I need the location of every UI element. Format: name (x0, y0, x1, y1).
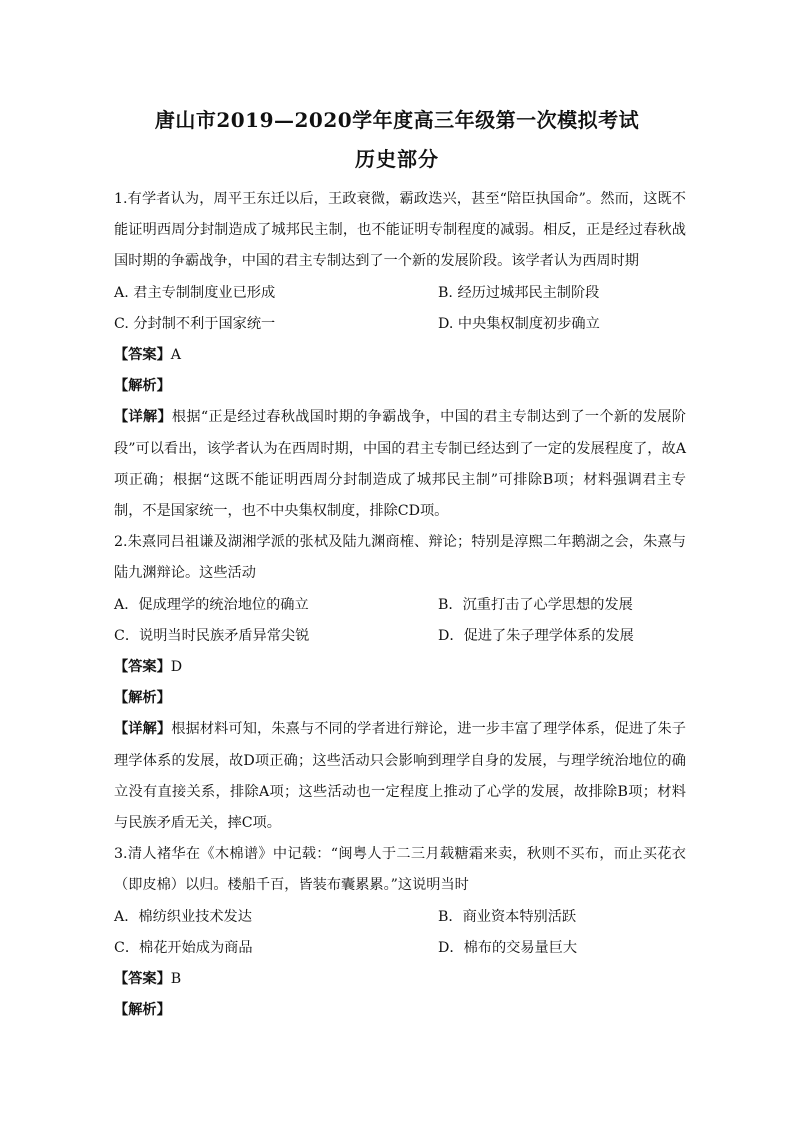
analysis-line (114, 683, 686, 714)
option-d: D. 中央集权制度初步确立 (438, 315, 600, 332)
answer-label: 【答案】 (114, 971, 171, 988)
option-c: C. 分封制不利于国家统一 (114, 315, 276, 332)
option-b: B．商业资本特别活跃 (438, 908, 577, 925)
answer-value: B (170, 971, 182, 988)
detail-paragraph (114, 714, 686, 839)
option-row (114, 278, 686, 309)
option-row (114, 590, 686, 621)
option-b: B. 经历过城邦民主制阶段 (438, 284, 600, 301)
answer-label: 【答案】 (114, 347, 171, 364)
option-a: A．棉纺织业技术发达 (114, 908, 252, 925)
analysis-label: 【解析】 (114, 1002, 171, 1019)
question-stem: 2.朱熹同吕祖谦及湖湘学派的张栻及陆九渊商榷、辩论；特别是淳熙二年鹅湖之会，朱熹与陆九渊辩论。这些活动 (114, 534, 686, 582)
answer-value: A (170, 347, 182, 364)
page-subtitle: 历史部分 (355, 147, 439, 171)
option-d: D．棉布的交易量巨大 (438, 939, 578, 956)
option-row (114, 621, 686, 652)
analysis-line (114, 995, 686, 1026)
option-b: B．沉重打击了心学思想的发展 (438, 596, 633, 613)
detail-text: 根据材料可知，朱熹与不同的学者进行辩论，进一步丰富了理学体系，促进了朱子理学体系的发展，故D项正确；这些活动只会影响到理学自身的发展，与理学统治地位的确立没有直接关系，排除A项；这些活动也一定程度上推动了心学的发展，故排除B项；材料与民族矛盾无关，摔C项。 (114, 721, 686, 832)
detail-label: 【详解】 (114, 721, 172, 738)
question-list (114, 184, 686, 1026)
answer-label: 【答案】 (114, 659, 171, 676)
option-row (114, 902, 686, 933)
question-stem: 3.清人褚华在《木棉谱》中记载：“闽粤人于二三月载糖霜来卖，秋则不买布，而止买花衣（即皮棉）以归。楼船千百，皆装布囊累累。”这说明当时 (114, 846, 686, 894)
option-c: C．说明当时民族矛盾异常尖锐 (114, 627, 310, 644)
option-a: A．促成理学的统治地位的确立 (114, 596, 309, 613)
question-stem: 1.有学者认为，周平王东迁以后，王政衰微，霸政迭兴，甚至“陪臣执国命”。然而，这既不能证明西周分封制造成了城邦民主制，也不能证明专制程度的减弱。相反，正是经过春秋战国时期的争霸战争，中国的君主专制达到了一个新的发展阶段。该学者认为西周时期 (114, 191, 686, 270)
option-row (114, 309, 686, 340)
answer-value: D (170, 659, 183, 676)
analysis-label: 【解析】 (114, 690, 171, 707)
answer-line (114, 652, 686, 683)
option-d: D．促进了朱子理学体系的发展 (438, 627, 634, 644)
answer-line (114, 964, 686, 995)
page-title: 唐山市2019—2020学年度高三年级第一次模拟考试 (154, 108, 640, 132)
detail-paragraph (114, 402, 686, 527)
analysis-label: 【解析】 (114, 378, 171, 395)
option-row (114, 933, 686, 964)
analysis-line (114, 371, 686, 402)
option-c: C．棉花开始成为商品 (114, 939, 253, 956)
detail-label: 【详解】 (114, 409, 172, 426)
detail-text: 根据“正是经过春秋战国时期的争霸战争，中国的君主专制达到了一个新的发展阶段”可以看出，该学者认为在西周时期，中国的君主专制已经达到了一定的发展程度了，故A项正确；根据“这既不能证明西周分封制造成了城邦民主制”可排除B项；材料强调君主专制，不是国家统一，也不中央集权制度，排除CD项。 (114, 409, 686, 520)
option-a: A. 君主专制制度业已形成 (114, 284, 276, 301)
answer-line (114, 340, 686, 371)
